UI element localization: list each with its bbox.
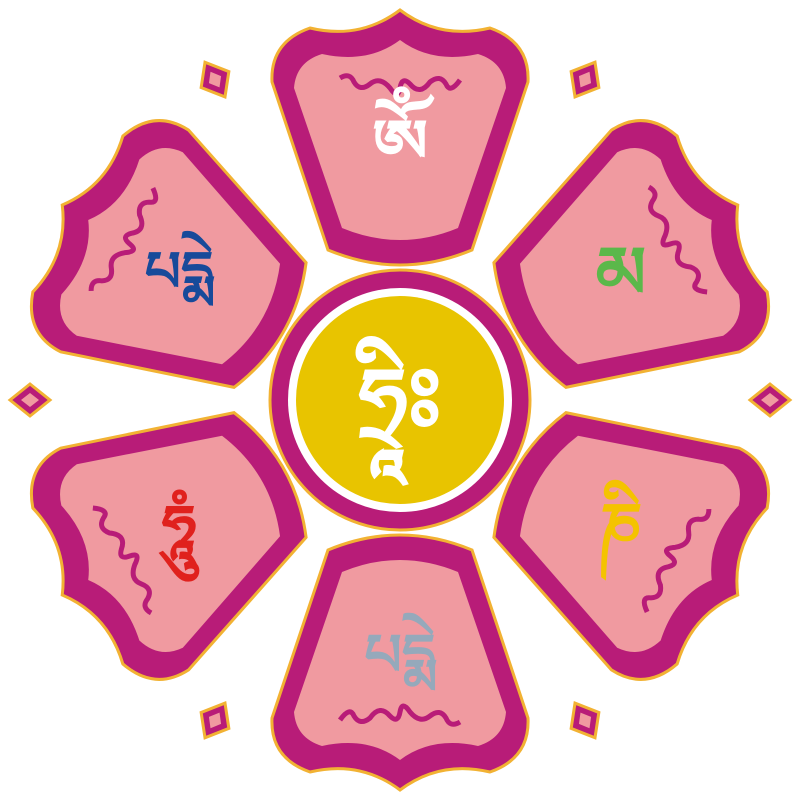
center-syllable: ཧྲཱིཿ (358, 348, 442, 452)
syllable-upper-left: པདྨེ (144, 240, 214, 305)
syllable-lower-right: ཎི (599, 490, 643, 565)
center-disc (270, 270, 530, 530)
syllable-top: ཨོཾ (371, 104, 429, 186)
syllable-lower-left: ཧཱུཾ (161, 491, 197, 564)
syllable-upper-right: མ (595, 230, 647, 315)
petal-bottom (272, 535, 528, 790)
syllable-bottom: པདྨེ (364, 621, 436, 689)
petal-top (272, 10, 528, 265)
